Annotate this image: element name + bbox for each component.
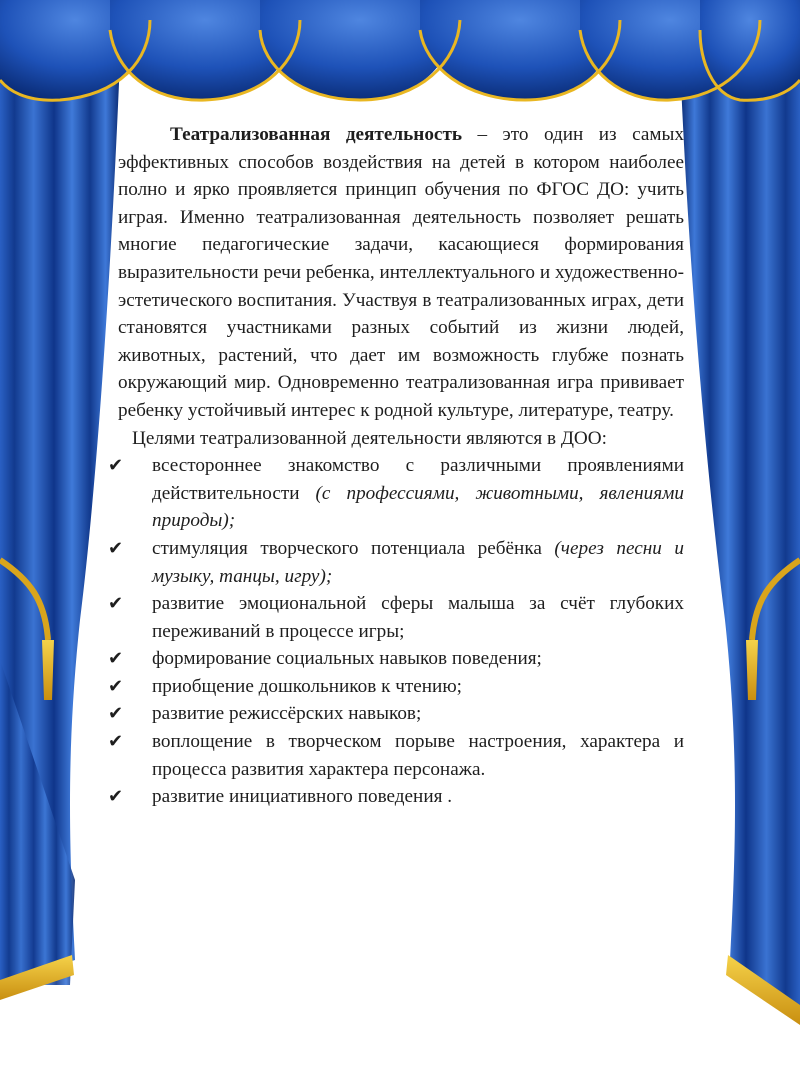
goal-text: развитие режиссёрских навыков; [152, 703, 422, 725]
list-item [108, 700, 684, 728]
checkmark-icon: ✔ [108, 537, 124, 559]
intro-term: Театрализованная деятельность [170, 124, 463, 145]
goal-note: (с профессиями, животными, явлениями природы); [152, 482, 684, 532]
list-item [108, 535, 684, 590]
goals-list [108, 452, 684, 811]
goal-text: развитие эмоциональной сферы малыша за счёт глубоких переживаний в процессе игры; [152, 593, 684, 642]
intro-paragraph [118, 121, 684, 425]
checkmark-icon: ✔ [108, 703, 124, 725]
checkmark-icon: ✔ [108, 593, 124, 615]
intro-body: – это один из самых эффективных способов воздействия на детей в котором наиболее полно и ярко проявляется принцип обучения по ФГОС ДО: учить играя. Именно театрализованная деятельность позволяет решать многие педагогические задачи, касающиеся формирования выразительности речи ребенка, интеллектуального и художественно-эстетического воспитания. Участвуя в театрализованных играх, дети становятся участниками разных событий из жизни людей, животных, растений, что дает им возможность глубже познать окружающий мир. Одновременно театрализованная игра прививает ребенку устойчивый интерес к родной культуре, литературе, театру. [118, 124, 684, 421]
list-item [108, 673, 684, 701]
list-item [108, 783, 684, 811]
list-item [108, 590, 684, 645]
checkmark-icon: ✔ [108, 455, 124, 477]
goal-text: всестороннее знакомство с различными проявлениями действительности [152, 455, 684, 504]
goal-text: приобщение дошкольников к чтению; [152, 675, 462, 697]
list-item [108, 728, 684, 783]
goal-text: воплощение в творческом порыве настроения, характера и процесса развития характера персонажа. [152, 731, 684, 780]
list-item [108, 645, 684, 673]
checkmark-icon: ✔ [108, 675, 124, 697]
content-text [108, 121, 684, 811]
checkmark-icon: ✔ [108, 786, 124, 808]
goal-note: (через песни и музыку, танцы, игру); [152, 537, 684, 587]
goals-heading: Целями театрализованной деятельности являются в ДОО: [132, 427, 607, 449]
goal-text: формирование социальных навыков поведения; [152, 648, 542, 670]
goal-text: развитие инициативного поведения . [152, 786, 453, 808]
list-item [108, 452, 684, 535]
checkmark-icon: ✔ [108, 648, 124, 670]
goal-text: стимуляция творческого потенциала ребёнка [152, 537, 555, 559]
checkmark-icon: ✔ [108, 731, 124, 753]
